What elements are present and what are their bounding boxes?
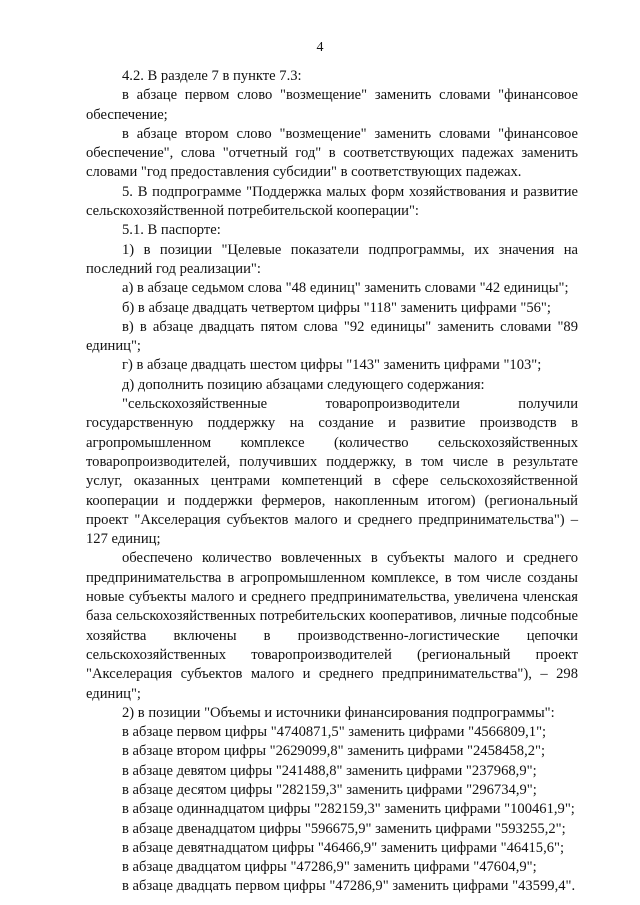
paragraph: 5. В подпрограмме "Поддержка малых форм хозяйствования и развитие сельскохозяйственной потребительской кооперации": — [86, 183, 578, 220]
document-body — [86, 67, 578, 897]
paragraph: в абзаце первом цифры "4740871,5" заменить цифрами "4566809,1"; — [122, 724, 547, 741]
paragraph: 4.2. В разделе 7 в пункте 7.3: — [122, 68, 302, 84]
paragraph: а) в абзаце седьмом слова "48 единиц" заменить словами "42 единицы"; — [122, 280, 569, 297]
paragraph: в абзаце двадцать первом цифры "47286,9" заменить цифрами "43599,4". — [122, 878, 576, 895]
paragraph: 5.1. В паспорте: — [122, 222, 221, 239]
paragraph: д) дополнить позицию абзацами следующего содержания: — [122, 376, 485, 393]
paragraph: в абзаце двадцатом цифры "47286,9" заменить цифрами "47604,9"; — [122, 859, 537, 876]
page-number: 4 — [316, 40, 324, 55]
paragraph: в абзаце первом слово "возмещение" заменить словами "финансовое обеспечение; — [86, 87, 578, 123]
paragraph: в) в абзаце двадцать пятом слова "92 единицы" заменить словами "89 единиц"; — [86, 318, 578, 355]
paragraph: в абзаце двенадцатом цифры "596675,9" заменить цифрами "593255,2"; — [122, 820, 566, 837]
paragraph: в абзаце втором цифры "2629099,8" заменить цифрами "2458458,2"; — [122, 743, 546, 760]
paragraph: в абзаце десятом цифры "282159,3" заменить цифрами "296734,9"; — [122, 781, 537, 798]
paragraph: в абзаце девятнадцатом цифры "46466,9" заменить цифрами "46415,6"; — [122, 839, 565, 856]
paragraph: 1) в позиции "Целевые показатели подпрограммы, их значения на последний год реализации": — [86, 241, 578, 277]
paragraph: г) в абзаце двадцать шестом цифры "143" заменить цифрами "103"; — [122, 357, 542, 374]
paragraph: обеспечено количество вовлеченных в субъекты малого и среднего предпринимательства в агропромышленном комплексе, в том числе созданы новые субъекты малого и среднего предпринимательства, увеличена членская база сельскохозяйственных потребительских кооперативов, личные подсобные хозяйства включены в производственно-логистические цепочки сельскохозяйственных товаропроизводителей (региональный проект "Акселерация субъектов малого и среднего предпринимательства"), – 298 единиц"; — [86, 550, 578, 702]
paragraph: 2) в позиции "Объемы и источники финансирования подпрограммы": — [122, 704, 555, 721]
paragraph: б) в абзаце двадцать четвертом цифры "118" заменить цифрами "56"; — [122, 299, 551, 316]
paragraph: в абзаце втором слово "возмещение" заменить словами "финансовое обеспечение", слова "отчетный год" в соответствующих падежах заменить словами "год предоставления субсидии" в соответствующих падежах. — [86, 125, 578, 181]
paragraph: в абзаце одиннадцатом цифры "282159,3" заменить цифрами "100461,9"; — [122, 801, 575, 818]
paragraph: "сельскохозяйственные товаропроизводители получили государственную поддержку на создание и развитие производств в агропромышленном комплексе (количество сельскохозяйственных товаропроизводителей, получивших поддержку, в том числе в результате услуг, оказанных центрами компетенций в сфере сельскохозяйственной кооперации и поддержки фермеров, накопленным итогом) (региональный проект "Акселерация субъектов малого и среднего предпринимательства") – 127 единиц; — [86, 396, 578, 548]
paragraph: в абзаце девятом цифры "241488,8" заменить цифрами "237968,9"; — [122, 762, 537, 779]
